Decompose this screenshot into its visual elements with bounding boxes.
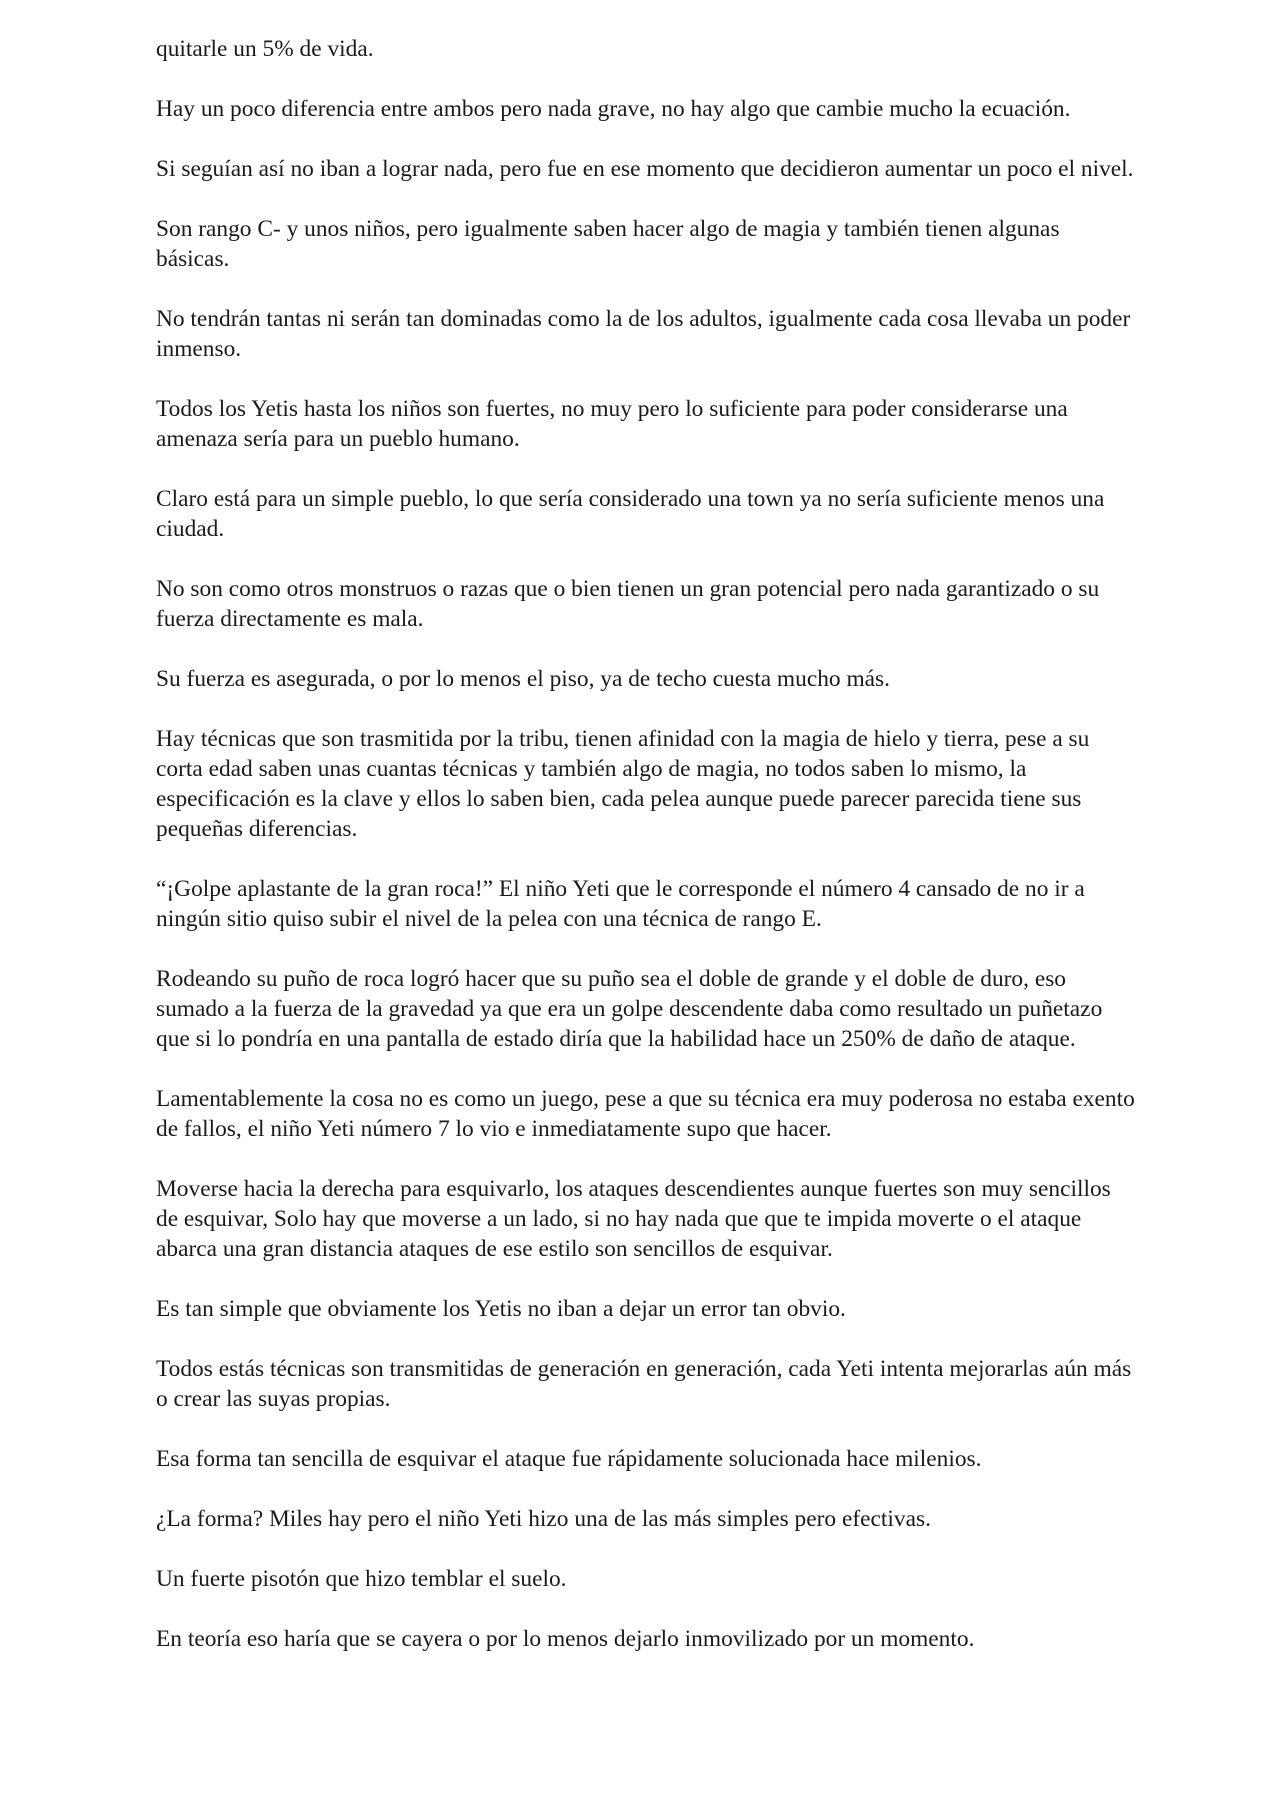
paragraph-3: Si seguían así no iban a lograr nada, pero fue en ese momento que decidieron aumentar un poco el nivel. <box>156 156 1134 182</box>
paragraph-20: En teoría eso haría que se cayera o por lo menos dejarlo inmovilizado por un momento. <box>156 1626 975 1652</box>
paragraph-14: Moverse hacia la derecha para esquivarlo, los ataques descendientes aunque fuertes son muy sencillos de esquivar, Solo hay que moverse a un lado, si no hay nada que que te impida moverte o el ataque abarca una gran distancia ataques de ese estilo son sencillos de esquivar. <box>156 1176 1111 1262</box>
paragraph-4: Son rango C- y unos niños, pero igualmente saben hacer algo de magia y también tienen algunas básicas. <box>156 216 1060 272</box>
paragraph-10: Hay técnicas que son trasmitida por la tribu, tienen afinidad con la magia de hielo y tierra, pese a su corta edad saben unas cuantas técnicas y también algo de magia, no todos saben lo mismo, la especificación es la clave y ellos lo saben bien, cada pelea aunque puede parecer parecida tiene sus pequeñas diferencias. <box>156 726 1090 842</box>
paragraph-15: Es tan simple que obviamente los Yetis no iban a dejar un error tan obvio. <box>156 1296 846 1322</box>
paragraph-12: Rodeando su puño de roca logró hacer que su puño sea el doble de grande y el doble de duro, eso sumado a la fuerza de la gravedad ya que era un golpe descendente daba como resultado un puñetazo que si lo pondría en una pantalla de estado diría que la habilidad hace un 250% de daño de ataque. <box>156 966 1103 1052</box>
paragraph-19: Un fuerte pisotón que hizo temblar el suelo. <box>156 1566 567 1592</box>
paragraph-11: “¡Golpe aplastante de la gran roca!” El niño Yeti que le corresponde el número 4 cansado de no ir a ningún sitio quiso subir el nivel de la pelea con una técnica de rango E. <box>156 876 1085 932</box>
paragraph-16: Todos estás técnicas son transmitidas de generación en generación, cada Yeti intenta mejorarlas aún más o crear las suyas propias. <box>156 1356 1132 1412</box>
paragraph-8: No son como otros monstruos o razas que o bien tienen un gran potencial pero nada garantizado o su fuerza directamente es mala. <box>156 576 1100 632</box>
paragraph-5: No tendrán tantas ni serán tan dominadas como la de los adultos, igualmente cada cosa llevaba un poder inmenso. <box>156 306 1131 362</box>
paragraph-7: Claro está para un simple pueblo, lo que sería considerado una town ya no sería suficiente menos una ciudad. <box>156 486 1105 542</box>
document-page <box>156 34 1136 1684</box>
paragraph-2: Hay un poco diferencia entre ambos pero nada grave, no hay algo que cambie mucho la ecuación. <box>156 96 1071 122</box>
paragraph-18: ¿La forma? Miles hay pero el niño Yeti hizo una de las más simples pero efectivas. <box>156 1506 931 1532</box>
paragraph-1: quitarle un 5% de vida. <box>156 36 374 62</box>
paragraph-13: Lamentablemente la cosa no es como un juego, pese a que su técnica era muy poderosa no estaba exento de fallos, el niño Yeti número 7 lo vio e inmediatamente supo que hacer. <box>156 1086 1135 1142</box>
paragraph-6: Todos los Yetis hasta los niños son fuertes, no muy pero lo suficiente para poder considerarse una amenaza sería para un pueblo humano. <box>156 396 1068 452</box>
paragraph-17: Esa forma tan sencilla de esquivar el ataque fue rápidamente solucionada hace milenios. <box>156 1446 982 1472</box>
paragraph-9: Su fuerza es asegurada, o por lo menos el piso, ya de techo cuesta mucho más. <box>156 666 890 692</box>
